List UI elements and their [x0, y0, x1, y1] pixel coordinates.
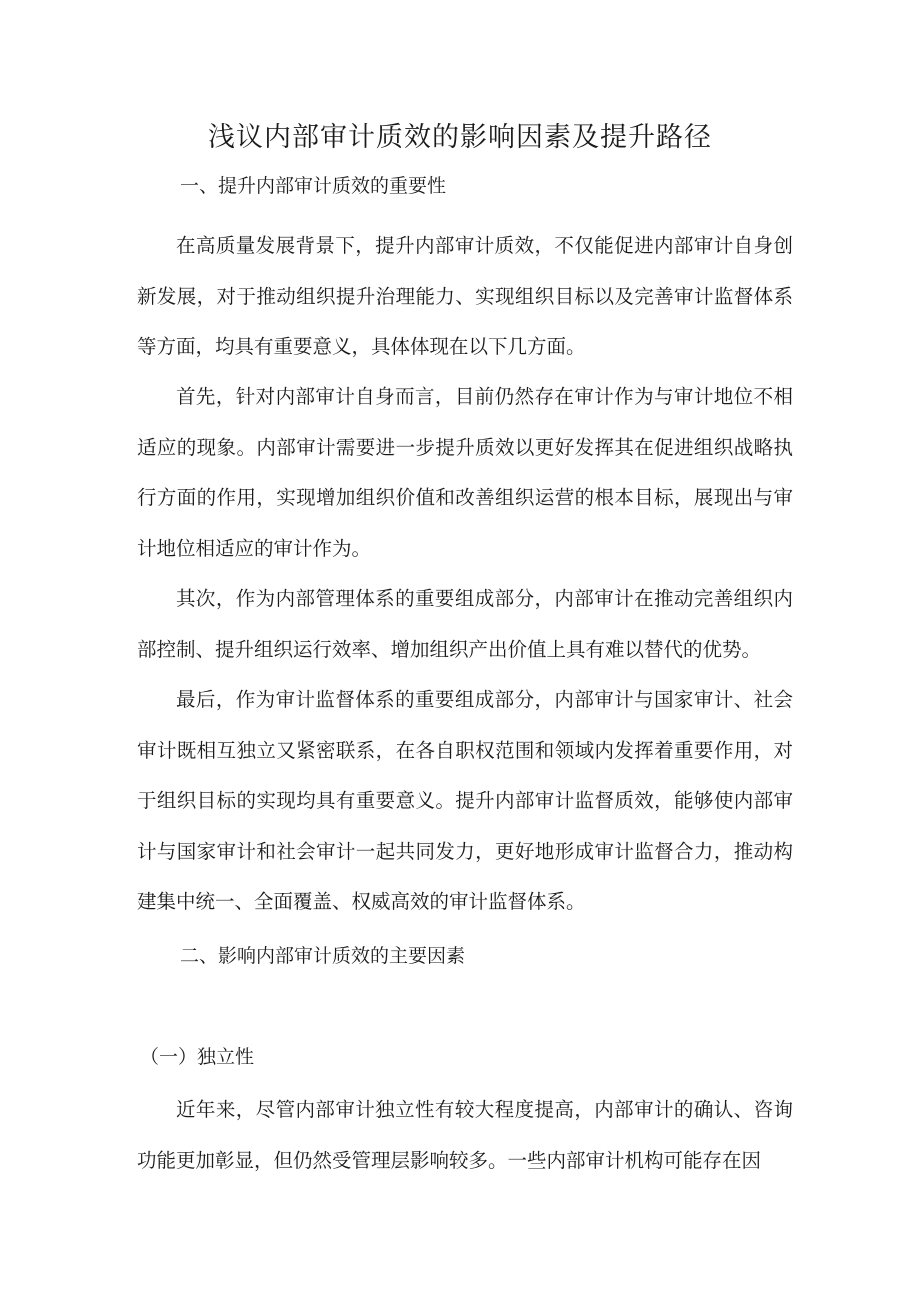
document-title: 浅议内部审计质效的影响因素及提升路径: [208, 122, 712, 153]
subsection-heading-independence: （一）独立性: [140, 1046, 255, 1068]
section-heading-1: 一、提升内部审计质效的重要性: [180, 175, 447, 197]
paragraph-first: 首先，针对内部审计自身而言，目前仍然存在审计作为与审计地位不相适应的现象。内部审计需要进一步提升质效以更好发挥其在促进组织战略执行方面的作用，实现增加组织价值和改善组织运营的根本目标，展现出与审计地位相适应的审计作为。: [137, 385, 793, 560]
paragraph-independence: 近年来，尽管内部审计独立性有较大程度提高，内部审计的确认、咨询功能更加彰显，但仍然受管理层影响较多。一些内部审计机构可能存在因: [137, 1098, 793, 1172]
paragraph-last: 最后，作为审计监督体系的重要组成部分，内部审计与国家审计、社会审计既相互独立又紧密联系，在各自职权范围和领域内发挥着重要作用，对于组织目标的实现均具有重要意义。提升内部审计监督质效，能够使内部审计与国家审计和社会审计一起共同发力，更好地形成审计监督合力，推动构建集中统一、全面覆盖、权威高效的审计监督体系。: [137, 688, 793, 913]
paragraph-background: 在高质量发展背景下，提升内部审计质效，不仅能促进内部审计自身创新发展，对于推动组织提升治理能力、实现组织目标以及完善审计监督体系等方面，均具有重要意义，具体体现在以下几方面。: [137, 234, 793, 358]
section-heading-2: 二、影响内部审计质效的主要因素: [180, 945, 466, 967]
paragraph-second: 其次，作为内部管理体系的重要组成部分，内部审计在推动完善组织内部控制、提升组织运行效率、增加组织产出价值上具有难以替代的优势。: [137, 587, 793, 661]
